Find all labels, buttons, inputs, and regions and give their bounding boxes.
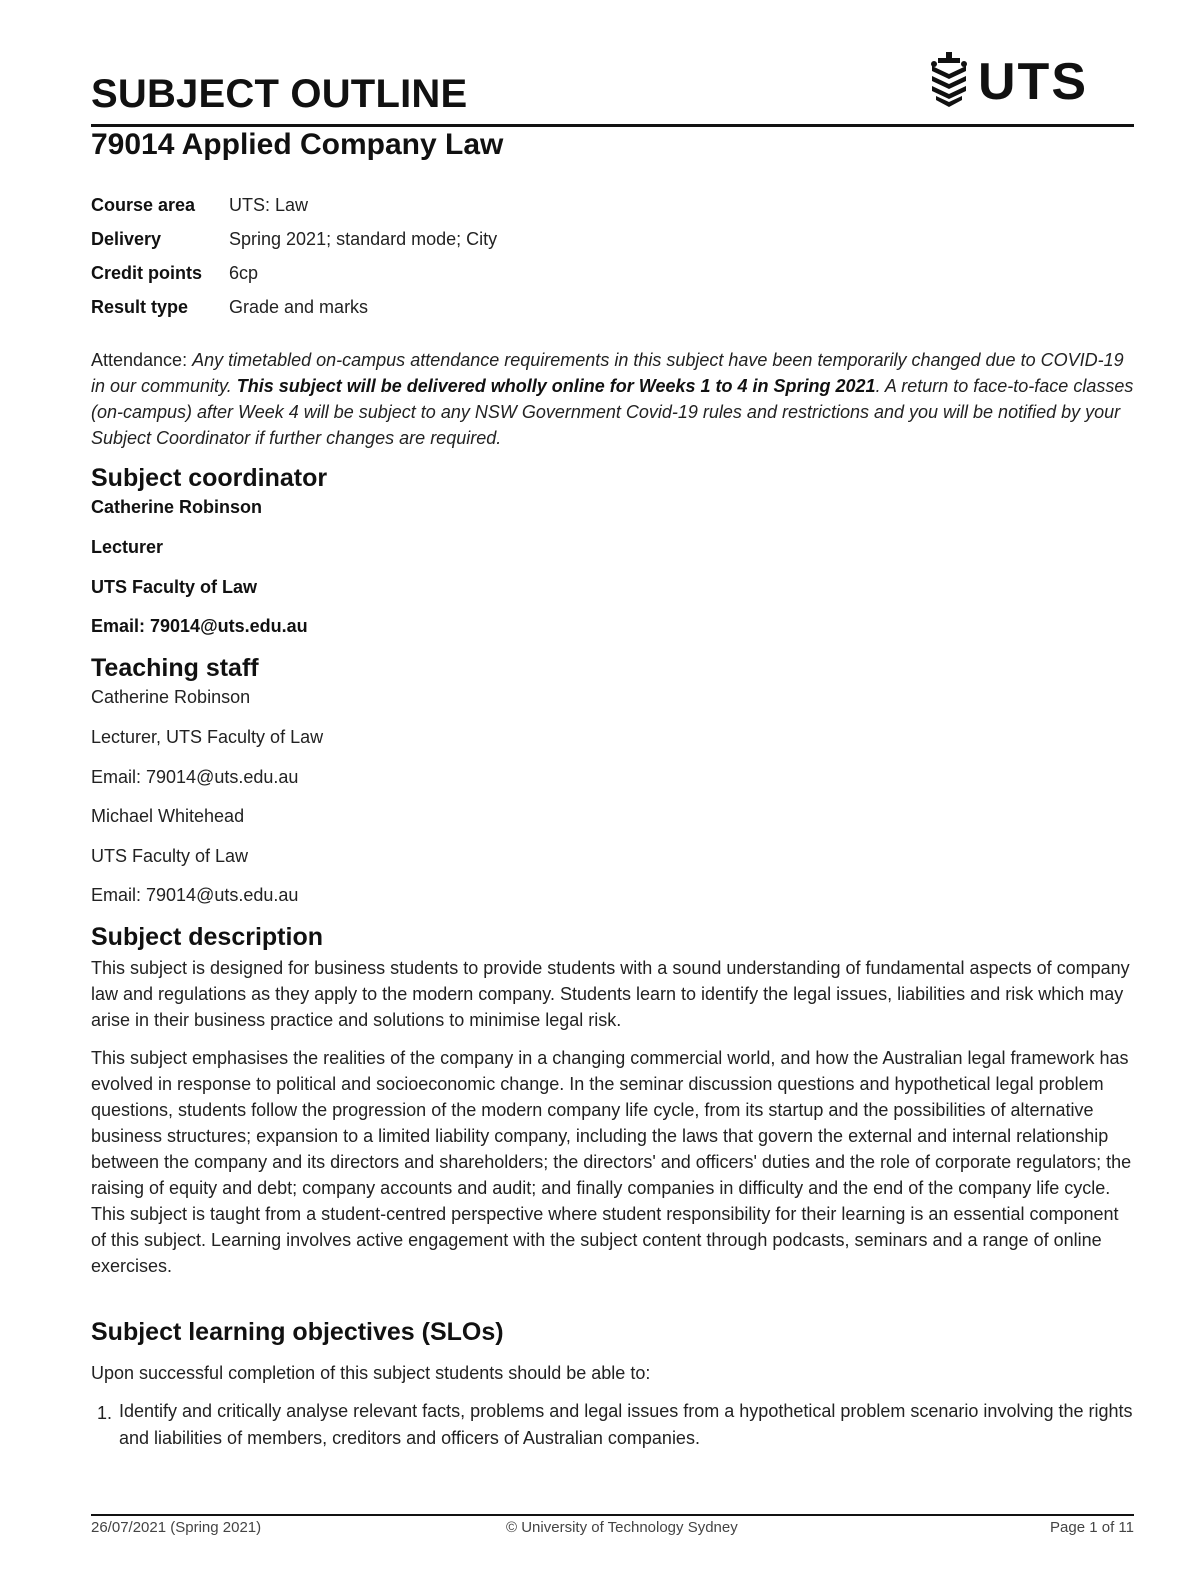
page-header (91, 53, 1134, 126)
meta-value: 6cp (229, 263, 259, 283)
teaching-staff-heading: Teaching staff (91, 654, 259, 682)
staff-line: Michael Whitehead (91, 806, 245, 826)
objective-text: Identify and critically analyse relevant facts, problems and legal issues from a hypothetical problem scenario involving the rights and liabilities of members, creditors and officers of Australian companies. (119, 1401, 1133, 1448)
meta-label: Course area (91, 195, 196, 215)
objective-item (91, 1398, 1137, 1452)
attendance-notice (91, 347, 1136, 451)
staff-line: UTS Faculty of Law (91, 846, 249, 866)
meta-row-delivery (91, 229, 497, 263)
attendance-emphasis: This subject will be delivered wholly online for Weeks 1 to 4 in Spring 2021 (236, 376, 876, 396)
footer-divider (91, 1514, 1134, 1516)
staff-line: Email: 79014@uts.edu.au (91, 767, 299, 787)
page-footer (91, 1519, 1134, 1541)
meta-row-credit-points (91, 263, 497, 297)
meta-row-result-type (91, 297, 497, 331)
coordinator-faculty: UTS Faculty of Law (91, 577, 258, 597)
footer-copyright: © University of Technology Sydney (506, 1519, 738, 1536)
meta-value: UTS: Law (229, 195, 309, 215)
meta-value: Spring 2021; standard mode; City (229, 229, 498, 249)
uts-crest-icon (926, 52, 972, 110)
coordinator-email: Email: 79014@uts.edu.au (91, 616, 308, 636)
footer-page-number: Page 1 of 11 (1050, 1519, 1134, 1536)
staff-line: Lecturer, UTS Faculty of Law (91, 727, 324, 747)
description-paragraph: This subject is designed for business students to provide students with a sound understanding of fundamental aspects of company law and regulations as they apply to the modern company. Students learn to identify the legal issues, liabilities and risk which may arise in their business practice and solutions to minimise legal risk. (91, 958, 1130, 1030)
objectives-list (91, 1398, 1137, 1452)
header-divider (91, 124, 1134, 127)
coordinator-name: Catherine Robinson (91, 497, 263, 517)
staff-line: Catherine Robinson (91, 687, 251, 707)
description-heading: Subject description (91, 923, 323, 951)
objective-number: 1. (97, 1403, 113, 1423)
subject-meta-table (91, 195, 497, 331)
document-title: SUBJECT OUTLINE (91, 72, 468, 116)
subject-title: 79014 Applied Company Law (91, 128, 504, 161)
description-paragraph: This subject emphasises the realities of the company in a changing commercial world, and how the Australian legal framework has evolved in response to political and socioeconomic change. In the seminar discussion questions and hypothetical legal problem questions, students follow the progression of the modern company life cycle, from its startup and the possibilities of alternative business structures; expansion to a limited liability company, including the laws that govern the external and internal relationship between the company and its directors and shareholders; the directors' and officers' duties and the role of corporate regulators; the raising of equity and debt; company accounts and audit; and finally companies in difficulty and the end of the company life cycle. This subject is taught from a student-centred perspective where student responsibility for their learning is an essential component of this subject. Learning involves active engagement with the subject content through podcasts, seminars and a range of online exercises. (91, 1048, 1132, 1276)
meta-label: Credit points (91, 263, 202, 283)
coordinator-heading: Subject coordinator (91, 464, 328, 492)
meta-value: Grade and marks (229, 297, 369, 317)
meta-row-course-area (91, 195, 497, 229)
meta-label: Delivery (91, 229, 162, 249)
staff-line: Email: 79014@uts.edu.au (91, 885, 299, 905)
meta-label: Result type (91, 297, 189, 317)
attendance-label: Attendance: (91, 350, 193, 370)
attendance-text-1: Any timetabled on-campus attendance requirements in this subject have been temporarily changed due to COVID-19 in our community. (91, 350, 1124, 396)
attendance-text-2: . A return to face-to-face classes (on-campus) after Week 4 will be subject to any NSW Government Covid-19 rules and restrictions and you will be notified by your Subject Coordinator if further changes are required. (91, 376, 1134, 448)
coordinator-role: Lecturer (91, 537, 164, 557)
footer-date: 26/07/2021 (Spring 2021) (91, 1519, 262, 1536)
objectives-heading: Subject learning objectives (SLOs) (91, 1318, 504, 1346)
objectives-intro: Upon successful completion of this subject students should be able to: (91, 1363, 651, 1383)
uts-logo (926, 52, 1096, 110)
uts-logo-text: UTS (978, 53, 1088, 111)
